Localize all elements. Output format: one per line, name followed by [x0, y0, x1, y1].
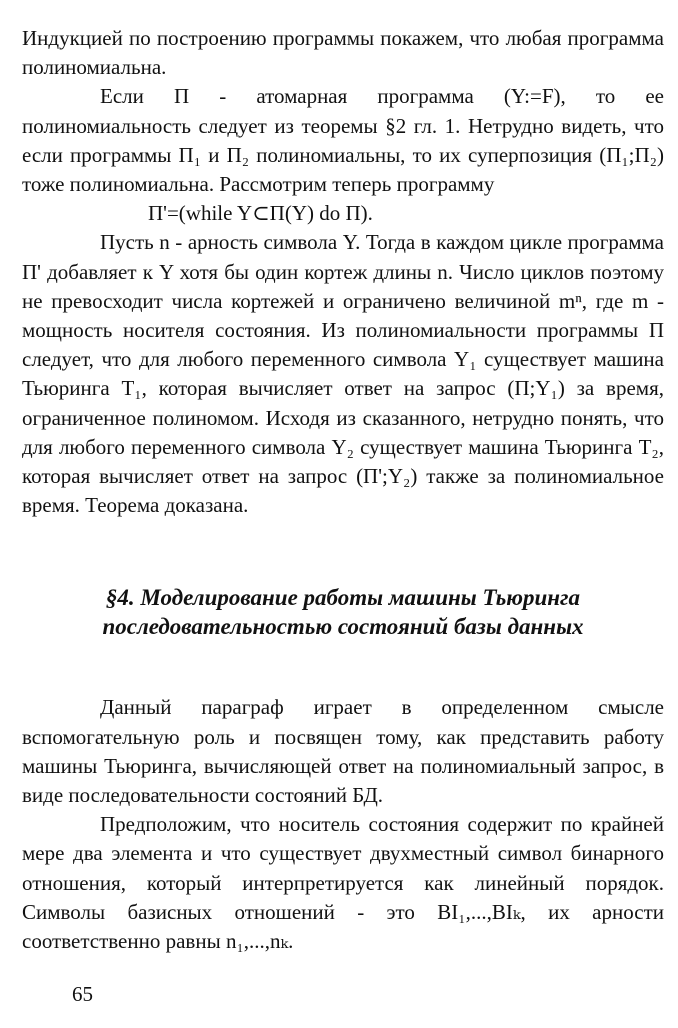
- section-heading-line-2: последовательностью состояний базы данных: [102, 614, 584, 640]
- paragraph-induction: Индукцией по построению программы покажем, что любая программа полиномиальна.: [22, 26, 664, 80]
- paragraph-section-intro: Данный параграф играет в определенном смысле вспомогательную роль и посвящен тому, как представить работу машины Тьюринга, вычисляющей ответ на полиномиальный запрос, в виде последовательности состояний БД.: [22, 695, 664, 808]
- page-body: [22, 24, 664, 956]
- section-heading: [22, 583, 664, 641]
- section-heading-line-1: §4. Моделирование работы машины Тьюринга: [105, 585, 581, 611]
- formula-while-program: П'=(while Y⊂П(Y) do П).: [148, 201, 373, 226]
- paragraph-atomic-program: Если П - атомарная программа (Y:=F), то ее полиномиальность следует из теоремы §2 гл. 1. Нетрудно видеть, что если программы П₁ и П₂ полиномиальны, то их суперпозиция (П₁;П₂) тоже полиномиальна. Рассмотрим теперь программу: [22, 84, 664, 197]
- page-number: 65: [72, 982, 93, 1006]
- paragraph-assumption: Предположим, что носитель состояния содержит по крайней мере два элемента и что существует двухместный символ бинарного отношения, который интерпретируется как линейный порядок. Символы базисных отношений - это BI₁,...,BIₖ, их арности соответственно равны n₁,...,nₖ.: [22, 812, 664, 954]
- paragraph-proof: Пусть n - арность символа Y. Тогда в каждом цикле программа П' добавляет к Y хотя бы один кортеж длины n. Число циклов поэтому не превосходит числа кортежей и ограничено величиной mⁿ, где m - мощность носителя состояния. Из полиномиальности программы П следует, что для любого переменного символа Y₁ существует машина Тьюринга T₁, которая вычисляет ответ на запрос (П;Y₁) за время, ограниченное полиномом. Исходя из сказанного, нетрудно понять, что для любого переменного символа Y₂ существует машина Тьюринга T₂, которая вычисляет ответ на запрос (П';Y₂) также за полиномиальное время. Теорема доказана.: [22, 230, 664, 518]
